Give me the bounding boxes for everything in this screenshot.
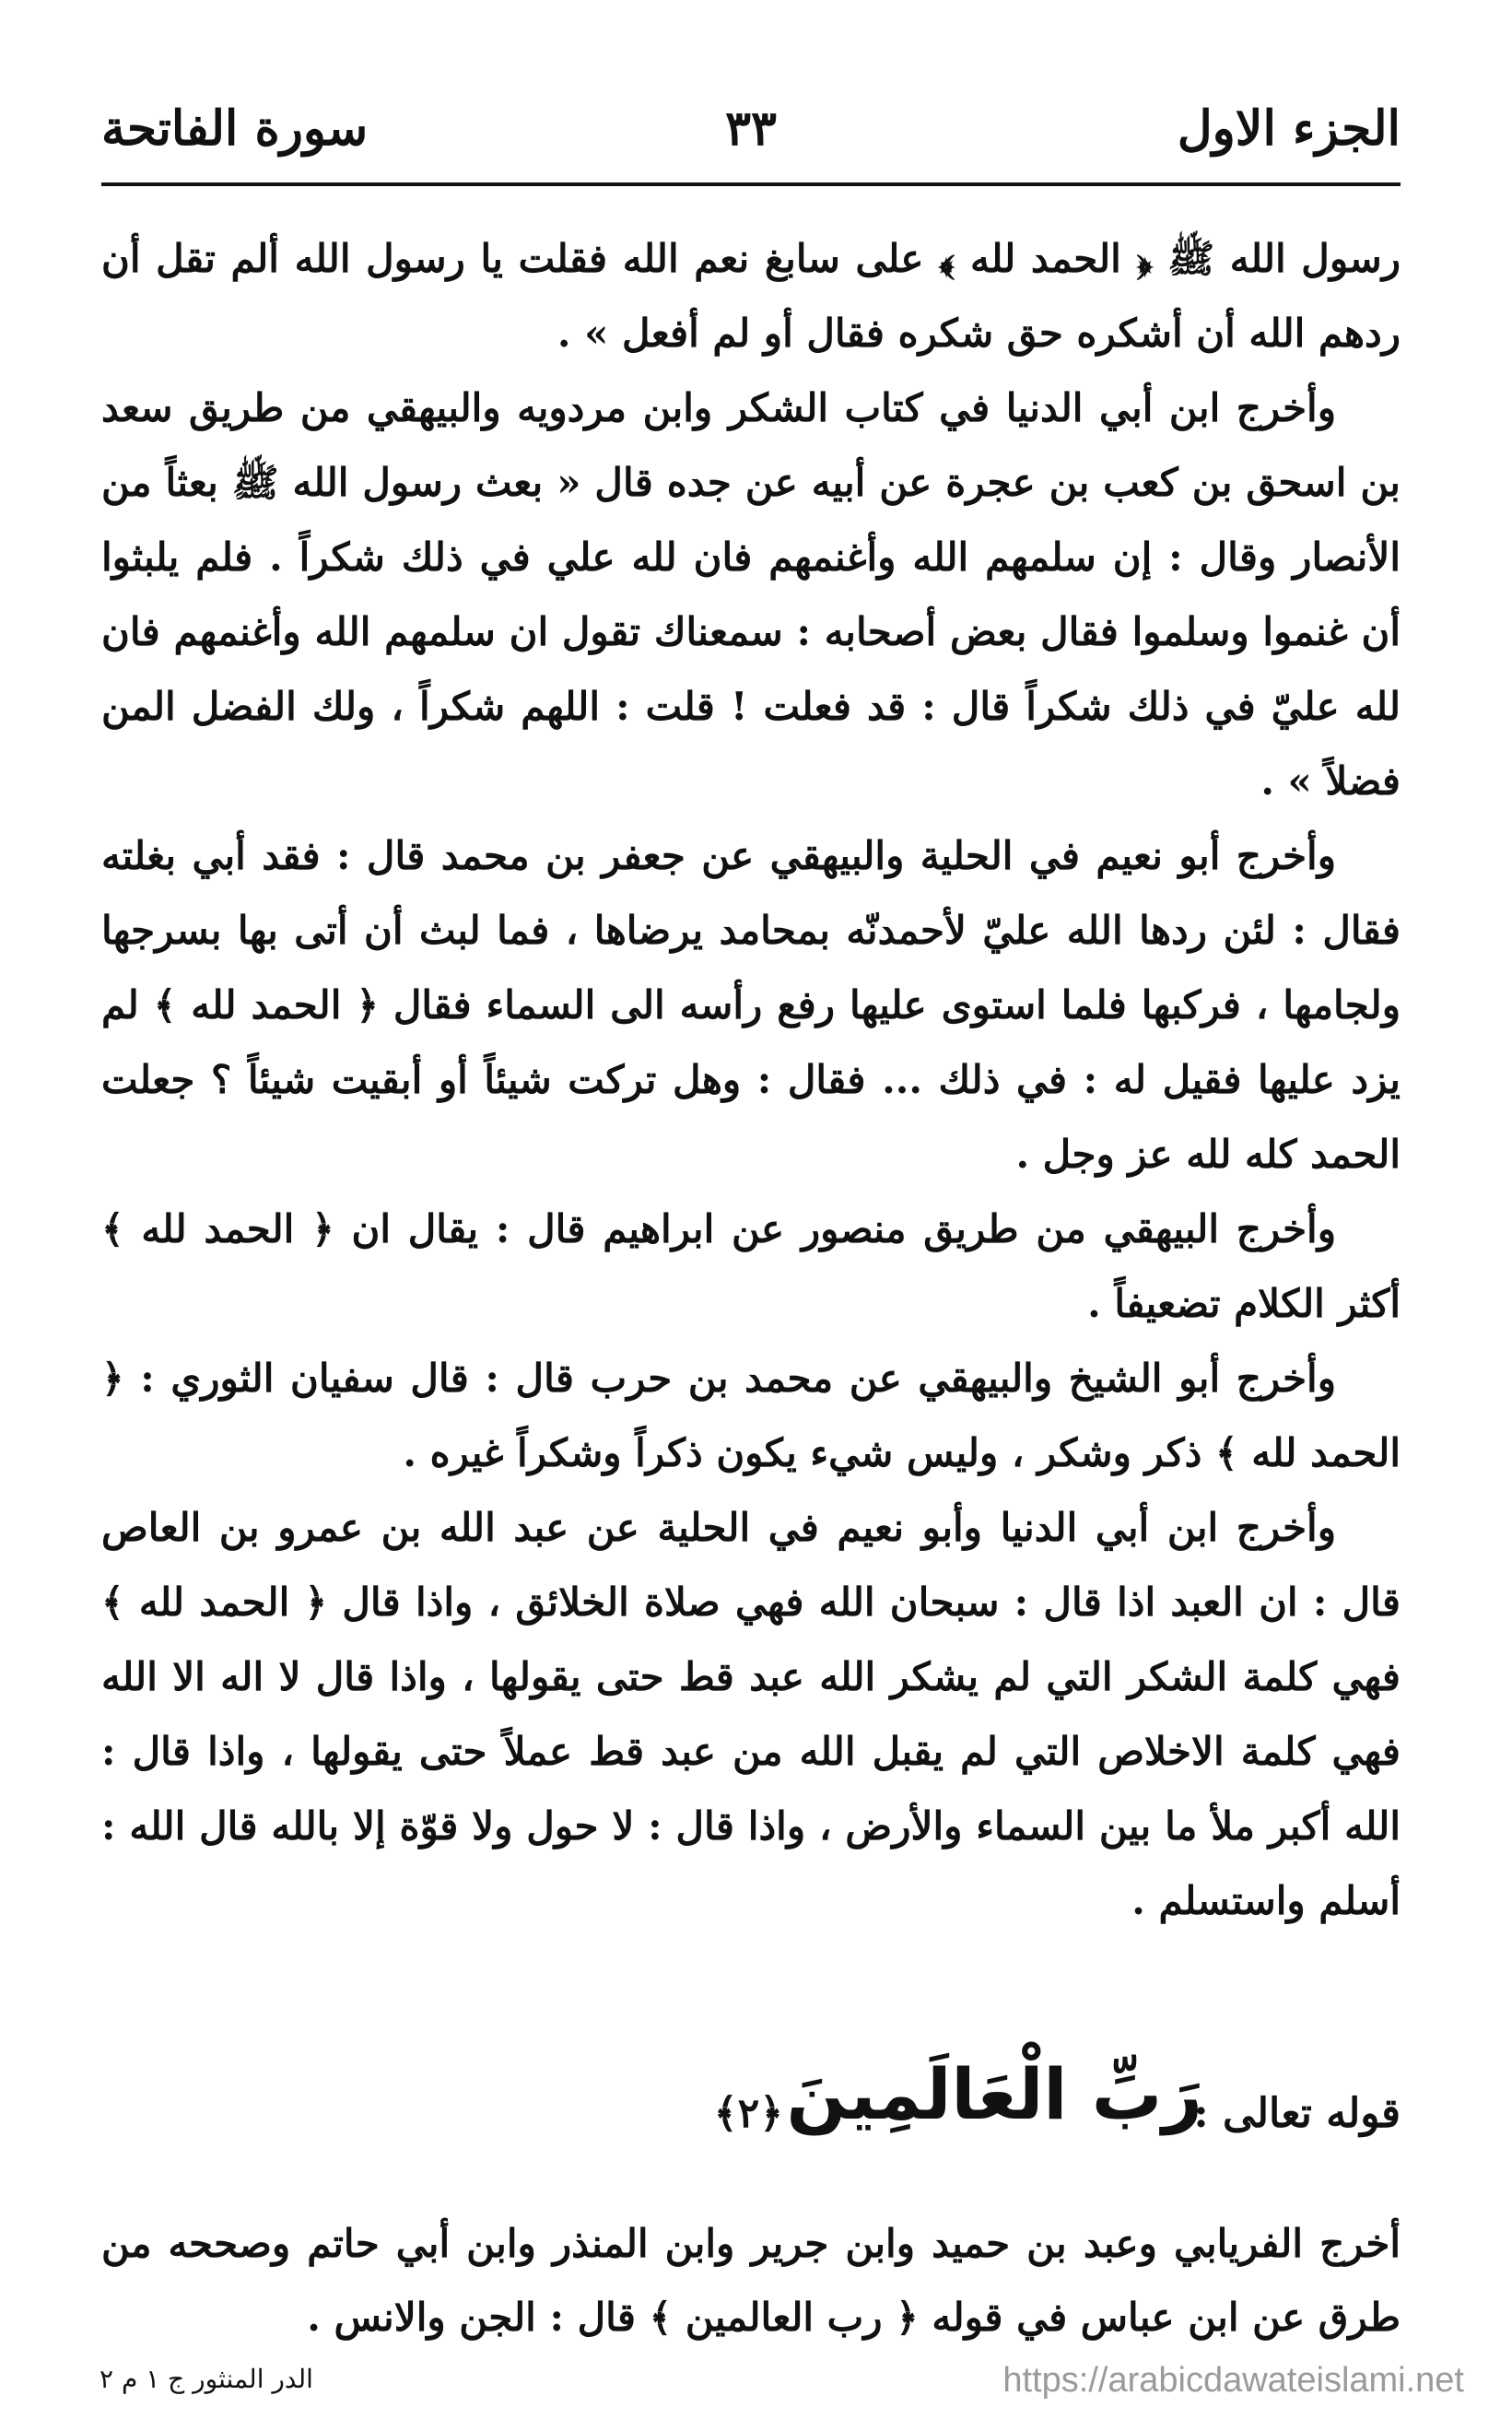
commentary-text	[101, 2207, 1401, 2354]
volume-label: الجزء الاول	[1177, 100, 1401, 157]
paragraph-continuation: رسول الله ﷺ ﴿ الحمد لله ﴾ على سابغ نعم الله فقلت يا رسول الله ألم تقل أن ردهم الله أن أشكره حق شكره فقال أو لم أفعل » .	[101, 236, 1401, 356]
page-number: ٣٣	[725, 100, 777, 157]
verse-number: ﴿٢﴾	[713, 2090, 783, 2137]
paragraph: وأخرج أبو الشيخ والبيهقي عن محمد بن حرب قال : قال سفيان الثوري : ﴿ الحمد لله ﴾ ذكر وشكر ، وليس شيء يكون ذكراً وشكراً غيره .	[101, 1356, 1401, 1475]
surah-label: سورة الفاتحة	[101, 100, 369, 157]
paragraph: وأخرج ابن أبي الدنيا في كتاب الشكر وابن مردويه والبيهقي من طريق سعد بن اسحق بن كعب بن عجرة عن أبيه عن جده قال « بعث رسول الله ﷺ بعثاً من الأنصار وقال : إن سلمهم الله وأغنمهم فان لله علي في ذلك شكراً . فلم يلبثوا أن غنموا وسلموا فقال بعض أصحابه : سمعناك تقول ان سلمهم الله وأغنمهم فان لله عليّ في ذلك شكراً قال : قد فعلت ! قلت : اللهم شكراً ، ولك الفضل المن فضلاً » .	[101, 385, 1401, 804]
verse-calligraphy: رَبِّ الْعَالَمِينَ	[786, 2053, 1202, 2135]
watermark-url: https://arabicdawateislami.net	[1002, 2361, 1464, 2400]
paragraph: وأخرج أبو نعيم في الحلية والبيهقي عن جعفر بن محمد قال : فقد أبي بغلته فقال : لئن ردها الله عليّ لأحمدنّه بمحامد يرضاها ، فما لبث أن أتى بها بسرجها ولجامها ، فركبها فلما استوى عليها رفع رأسه الى السماء فقال ﴿ الحمد لله ﴾ لم يزد عليها فقيل له : في ذلك ... فقال : وهل تركت شيئاً أو أبقيت شيئاً ؟ جعلت الحمد كله لله عز وجل .	[101, 833, 1401, 1177]
header-rule	[101, 182, 1401, 186]
paragraph: أخرج الفريابي وعبد بن حميد وابن جرير وابن المنذر وابن أبي حاتم وصححه من طرق عن ابن عباس في قوله ﴿ رب العالمين ﴾ قال : الجن والانس .	[101, 2221, 1401, 2340]
footer-reference: الدر المنثور ج ١ م ٢	[100, 2364, 313, 2394]
paragraph: وأخرج ابن أبي الدنيا وأبو نعيم في الحلية عن عبد الله بن عمرو بن العاص قال : ان العبد اذا قال : سبحان الله فهي صلاة الخلائق ، واذا قال ﴿ الحمد لله ﴾ فهي كلمة الشكر التي لم يشكر الله عبد قط حتى يقولها ، واذا قال لا اله الا الله فهي كلمة الاخلاص التي لم يقبل الله من عبد قط عملاً حتى يقولها ، واذا قال : الله أكبر ملأ ما بين السماء والأرض ، واذا قال : لا حول ولا قوّة إلا بالله قال الله : أسلم واستسلم .	[101, 1505, 1401, 1923]
paragraph: وأخرج البيهقي من طريق منصور عن ابراهيم قال : يقال ان ﴿ الحمد لله ﴾ أكثر الكلام تضعيفاً .	[101, 1206, 1401, 1326]
main-text	[101, 221, 1401, 1938]
running-header	[101, 92, 1401, 166]
verse-heading	[101, 2053, 1401, 2173]
verse-intro: قوله تعالى :	[1193, 2090, 1401, 2137]
